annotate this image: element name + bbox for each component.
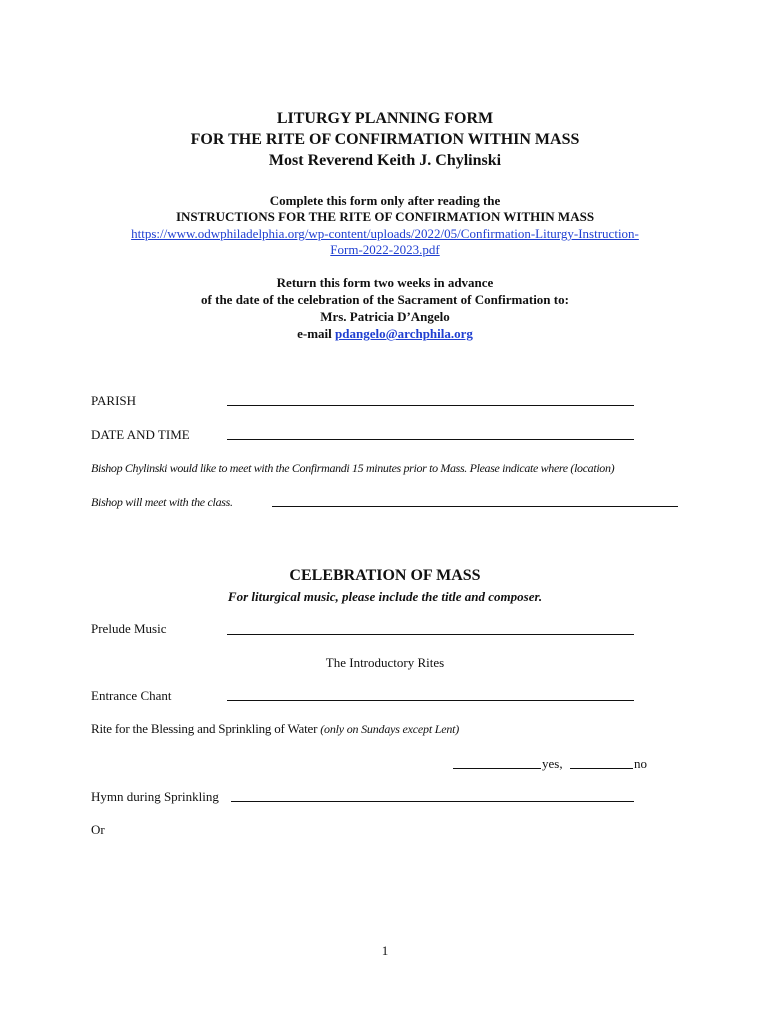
or-label: Or	[91, 822, 105, 837]
bishop-note: Bishop Chylinski would like to meet with the Confirmandi 15 minutes prior to Mass. Please indicate where (location)	[91, 461, 615, 475]
return-line2: of the date of the celebration of the Sacrament of Confirmation to:	[201, 292, 569, 307]
form-title: LITURGY PLANNING FORM	[276, 110, 494, 127]
sprinkling-rite-note: (only on Sundays except Lent)	[320, 722, 460, 736]
instructions-line1: Complete this form only after reading the	[269, 193, 501, 208]
instructions-url-line1[interactable]: https://www.odwphiladelphia.org/wp-content/uploads/2022/05/Confirmation-Liturgy-Instruction-	[131, 226, 639, 241]
parish-field[interactable]	[227, 405, 634, 406]
sprinkling-rite-label	[91, 721, 459, 737]
music-instructions: For liturgical music, please include the title and composer.	[227, 589, 543, 604]
return-line1: Return this form two weeks in advance	[276, 275, 494, 290]
sprinkling-rite-text: Rite for the Blessing and Sprinkling of Water	[91, 721, 321, 736]
introductory-rites-heading: The Introductory Rites	[325, 655, 445, 670]
bishop-name: Most Reverend Keith J. Chylinski	[268, 152, 502, 169]
page-number: 1	[381, 943, 389, 958]
contact-email-link[interactable]: pdangelo@archphila.org	[335, 326, 473, 341]
prelude-music-label: Prelude Music	[91, 621, 167, 636]
instructions-url-line2[interactable]: Form-2022-2023.pdf	[330, 242, 440, 257]
instructions-line2: INSTRUCTIONS FOR THE RITE OF CONFIRMATION WITHIN MASS	[175, 209, 595, 224]
entrance-chant-field[interactable]	[227, 700, 634, 701]
instructions-link-cont[interactable]	[0, 242, 770, 258]
date-time-label: DATE AND TIME	[91, 427, 190, 442]
hymn-sprinkling-field[interactable]	[231, 801, 634, 802]
entrance-chant-label: Entrance Chant	[91, 688, 172, 703]
no-label: no	[634, 756, 647, 771]
instructions-link[interactable]	[0, 226, 770, 242]
parish-label: PARISH	[91, 393, 137, 408]
contact-name: Mrs. Patricia D’Angelo	[320, 309, 450, 324]
celebration-heading: CELEBRATION OF MASS	[289, 567, 481, 584]
yes-label: yes,	[542, 756, 563, 771]
sprinkling-yes-field[interactable]	[453, 768, 541, 769]
sprinkling-no-field[interactable]	[570, 768, 633, 769]
hymn-sprinkling-label: Hymn during Sprinkling	[91, 789, 219, 804]
date-time-field[interactable]	[227, 439, 634, 440]
bishop-note-cont: Bishop will meet with the class.	[91, 495, 233, 509]
form-subtitle: FOR THE RITE OF CONFIRMATION WITHIN MASS	[190, 131, 580, 148]
meeting-location-field[interactable]	[272, 506, 678, 507]
prelude-music-field[interactable]	[227, 634, 634, 635]
email-prefix: e-mail	[297, 326, 335, 341]
contact-email-line	[0, 326, 770, 342]
